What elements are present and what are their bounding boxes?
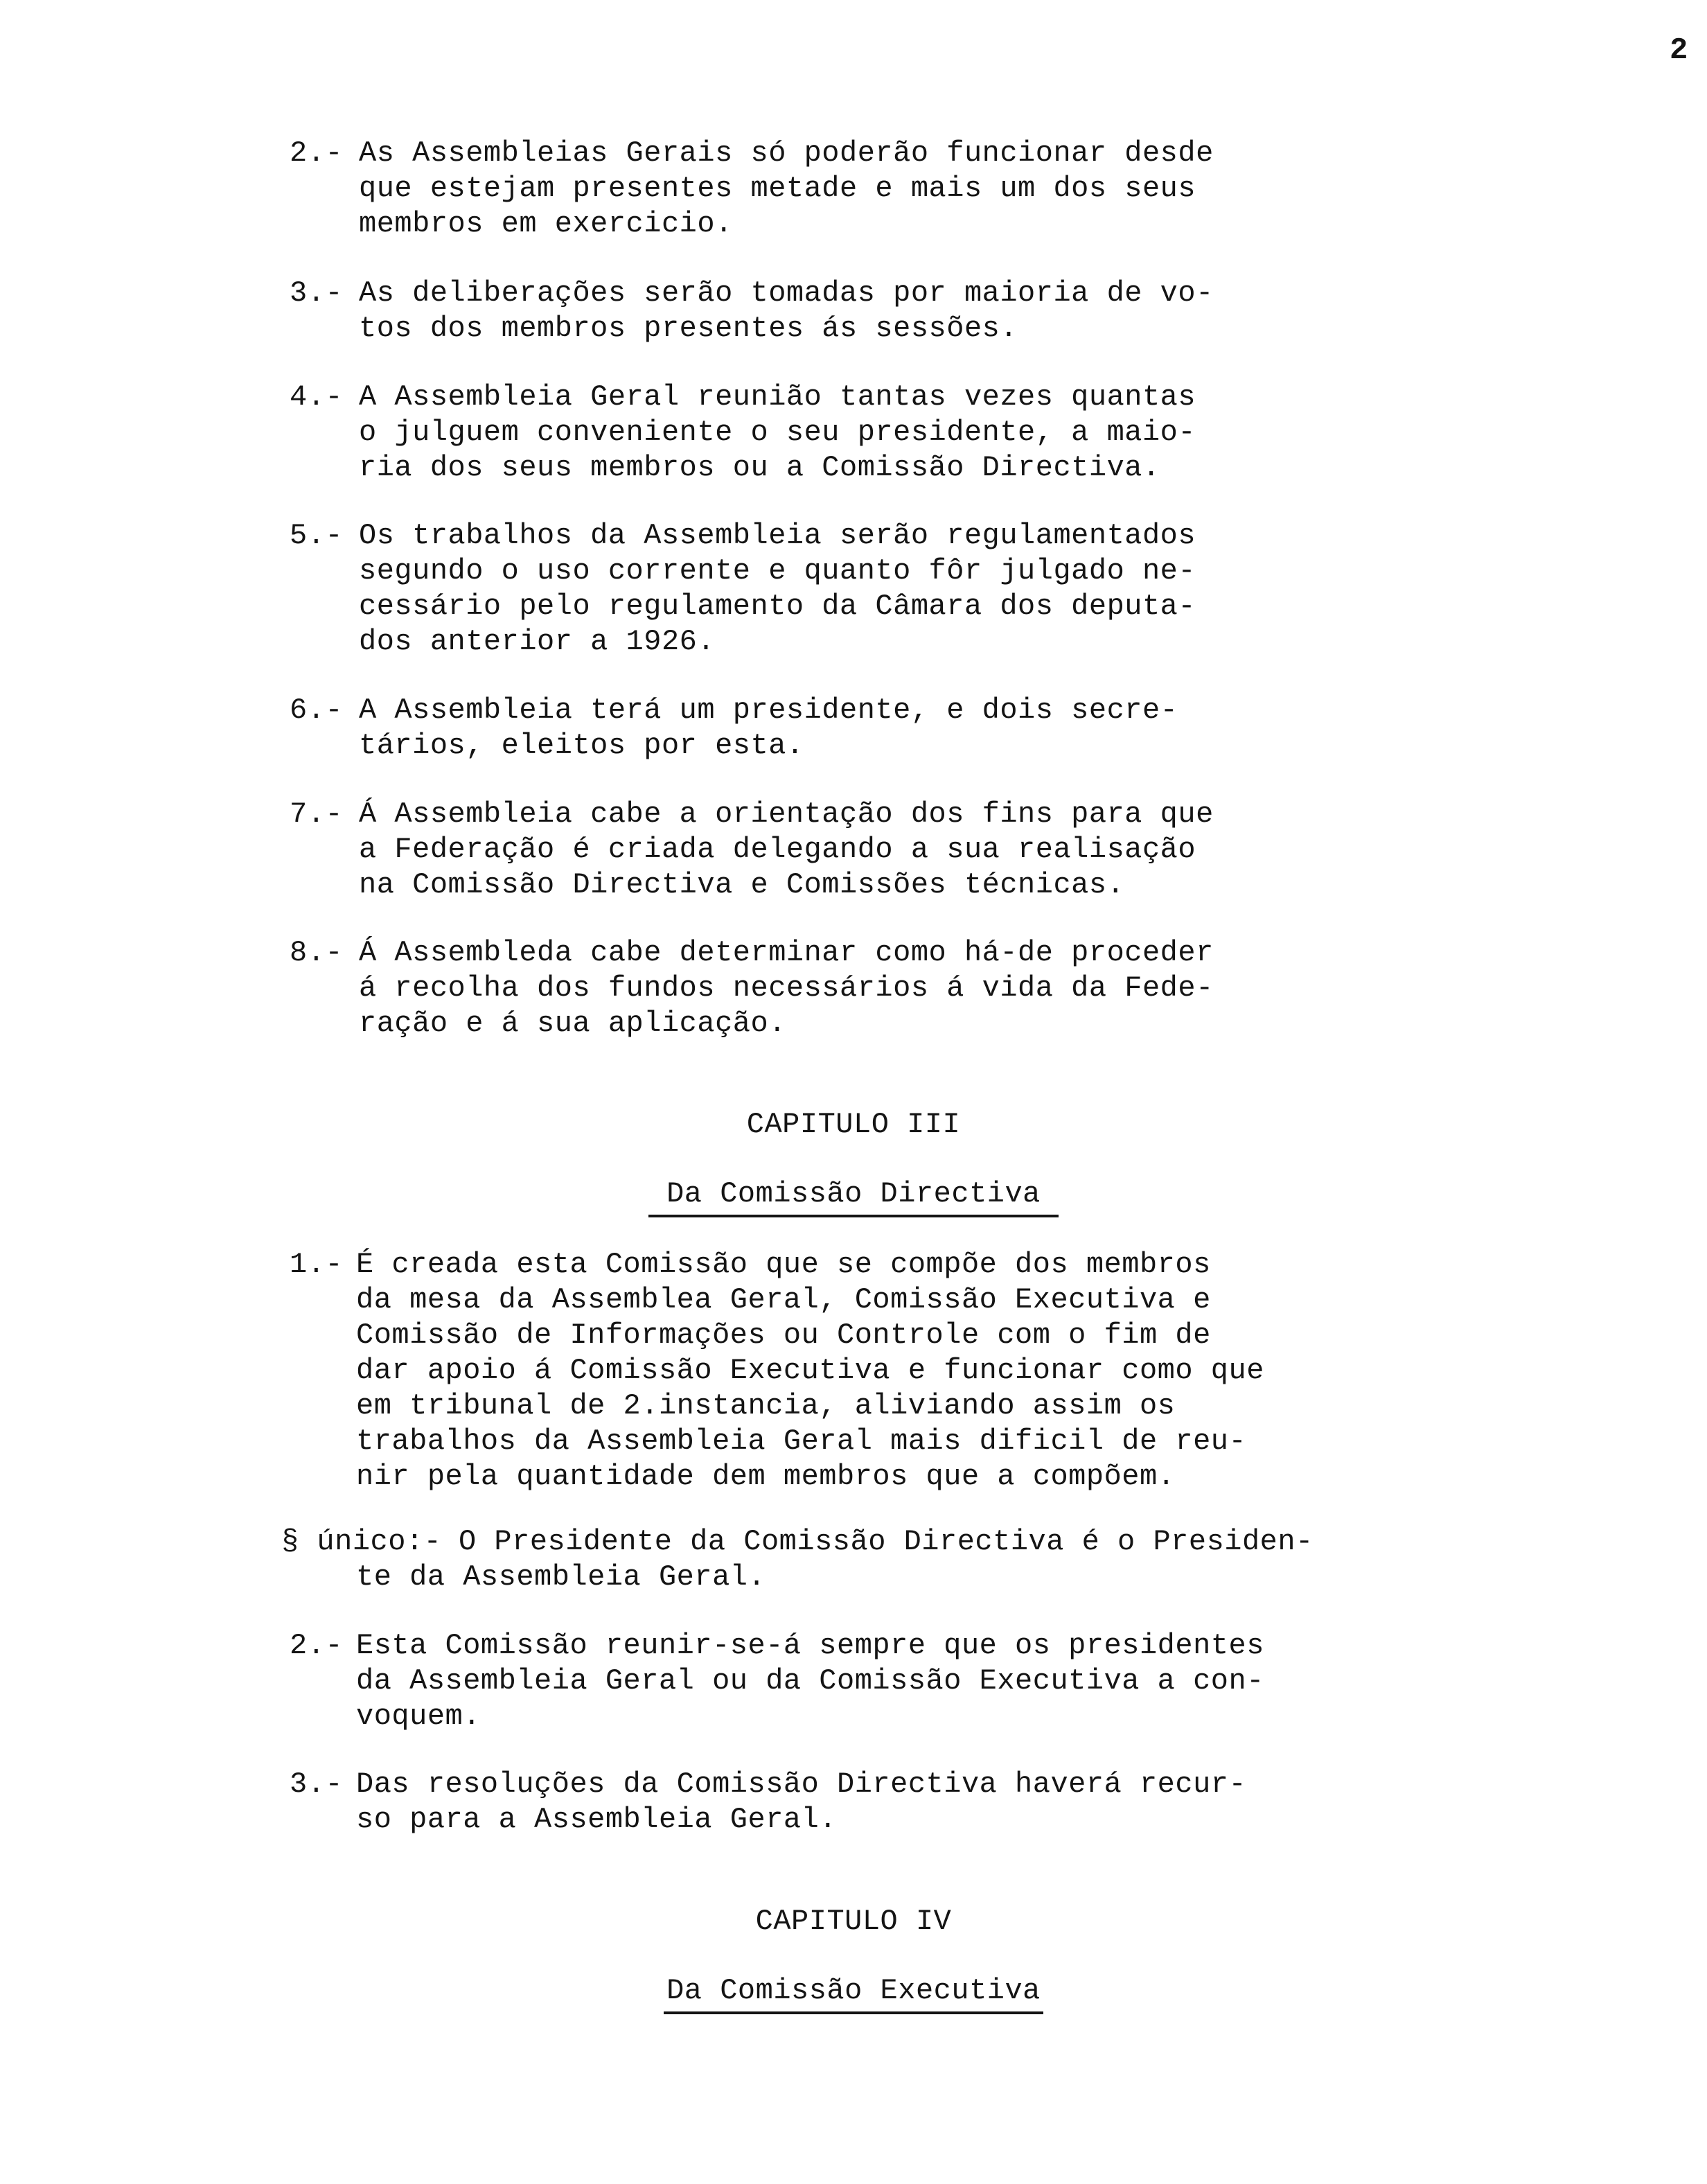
article-line: Comissão de Informações ou Controle com o fim de <box>356 1319 1211 1352</box>
article-line: Á Assembleda cabe determinar como há-de proceder <box>359 936 1214 969</box>
article-number: 6.- <box>290 694 344 727</box>
article-line: voquem. <box>356 1700 481 1733</box>
chapter-subtitle-wrap <box>0 1177 1707 1217</box>
article-number: 3.- <box>290 276 344 310</box>
article-line: cessário pelo regulamento da Câmara dos deputa- <box>359 590 1196 623</box>
paragraph-line: O Presidente da Comissão Directiva é o Presiden- <box>459 1525 1314 1558</box>
article-line: segundo o uso corrente e quanto fôr julgado ne- <box>359 554 1196 588</box>
article-number: 8.- <box>290 936 344 969</box>
article-number: 2.- <box>290 1629 344 1662</box>
article-line: o julguem conveniente o seu presidente, a maio- <box>359 416 1196 449</box>
chapter-subtitle-wrap <box>0 1973 1707 2014</box>
article-line: A Assembleia Geral reunião tantas vezes quantas <box>359 380 1196 414</box>
article-line: so para a Assembleia Geral. <box>356 1803 838 1836</box>
article-number: 3.- <box>290 1768 344 1801</box>
article-line: da mesa da Assemblea Geral, Comissão Executiva e <box>356 1283 1211 1316</box>
article-number: 1.- <box>290 1248 344 1281</box>
page-number: 2 <box>1670 33 1688 68</box>
article-line: Á Assembleia cabe a orientação dos fins para que <box>359 798 1214 831</box>
article-line: É creada esta Comissão que se compõe dos membros <box>356 1248 1211 1281</box>
chapter-subtitle: Da Comissão Directiva <box>648 1177 1059 1217</box>
article-number: 2.- <box>290 136 344 170</box>
article-line: Os trabalhos da Assembleia serão regulamentados <box>359 519 1196 552</box>
article-line: tários, eleitos por esta. <box>359 729 804 762</box>
article-number: 5.- <box>290 519 344 552</box>
article-line: Esta Comissão reunir-se-á sempre que os presidentes <box>356 1629 1264 1662</box>
paragraph-number: § único:- <box>281 1525 442 1558</box>
article-line: que estejam presentes metade e mais um dos seus <box>359 172 1196 205</box>
article-line: da Assembleia Geral ou da Comissão Executiva a con- <box>356 1664 1264 1698</box>
chapter-title: CAPITULO III <box>746 1108 961 1141</box>
article-line: As deliberações serão tomadas por maioria de vo- <box>359 276 1214 310</box>
article-line: em tribunal de 2.instancia, aliviando assim os <box>356 1389 1176 1423</box>
article-line: nir pela quantidade dem membros que a compõem. <box>356 1460 1176 1493</box>
article-number: 7.- <box>290 798 344 831</box>
article-line: tos dos membros presentes ás sessões. <box>359 312 1018 345</box>
article-line: ria dos seus membros ou a Comissão Directiva. <box>359 451 1160 484</box>
article-line: a Federação é criada delegando a sua realisação <box>359 833 1196 866</box>
article-line: membros em exercicio. <box>359 207 733 240</box>
article-line: As Assembleias Gerais só poderão funcionar desde <box>359 136 1214 170</box>
article-line: A Assembleia terá um presidente, e dois secre- <box>359 694 1178 727</box>
article-line: dos anterior a 1926. <box>359 625 716 658</box>
article-line: Das resoluções da Comissão Directiva haverá recur- <box>356 1768 1247 1801</box>
paragraph-line: te da Assembleia Geral. <box>356 1560 766 1594</box>
chapter-title: CAPITULO IV <box>755 1905 952 1938</box>
article-line: ração e á sua aplicação. <box>359 1007 786 1040</box>
article-number: 4.- <box>290 380 344 414</box>
article-line: dar apoio á Comissão Executiva e funcionar como que <box>356 1354 1264 1387</box>
chapter-subtitle: Da Comissão Executiva <box>664 1973 1043 2014</box>
article-line: na Comissão Directiva e Comissões técnicas. <box>359 868 1125 901</box>
article-line: á recolha dos fundos necessários á vida da Fede- <box>359 971 1214 1005</box>
article-line: trabalhos da Assembleia Geral mais dificil de reu- <box>356 1425 1247 1458</box>
